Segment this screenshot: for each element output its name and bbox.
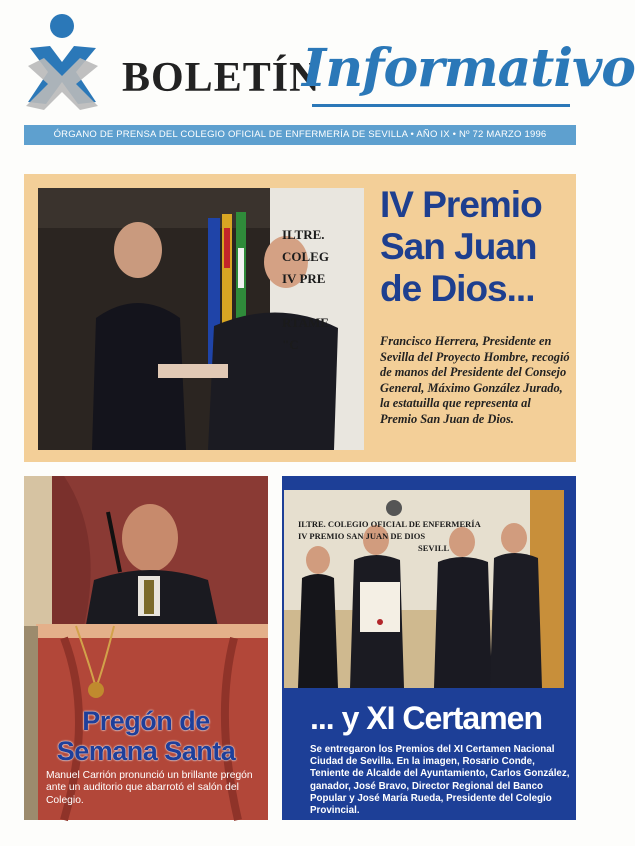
certamen-sign-line: IV PREMIO SAN JUAN DE DIOS [298, 531, 426, 541]
pregon-panel [24, 476, 268, 820]
certamen-photo [284, 490, 564, 688]
masthead-underline [312, 104, 570, 107]
top-title-line: de Dios... [380, 268, 535, 309]
certamen-photo-sign [298, 518, 538, 554]
masthead-informativo: Informativo [302, 38, 635, 99]
top-title-line: IV Premio [380, 184, 542, 225]
pregon-title-line: Semana Santa [56, 736, 236, 766]
photo-sign-line: RTAME [282, 315, 329, 330]
photo-sign-line: ILTRE. COLEG [282, 227, 329, 264]
publication-subtitle: ÓRGANO DE PRENSA DEL COLEGIO OFICIAL DE ENFERMERÍA DE SEVILLA • AÑO IX • Nº 72 MARZO 1996 [24, 125, 576, 145]
certamen-sign-line: SEVILL [418, 543, 450, 553]
award-ceremony-photo [38, 188, 364, 450]
pregon-title-line: Pregón de [82, 706, 210, 736]
top-title-line: San Juan [380, 226, 537, 267]
top-story-title [380, 184, 570, 310]
photo-sign-line: "C [282, 337, 299, 352]
certamen-sign-line: ILTRE. COLEGIO OFICIAL DE ENFERMERÍA [298, 519, 481, 529]
top-story-caption: Francisco Herrera, Presidente en Sevilla del Proyecto Hombre, recogió de manos del Presidente del Consejo General, Máximo González Jurado, la estatuilla que representa al Premio San Juan de Dios. [380, 334, 570, 426]
pregon-title [24, 706, 268, 766]
pregon-caption: Manuel Carrión pronunció un brillante pregón ante un auditorio que abarrotó el salón del Colegio. [46, 770, 253, 806]
masthead-boletin: BOLETÍN [122, 55, 321, 101]
photo-sign-line: IV PRE [282, 271, 326, 286]
certamen-caption: Se entregaron los Premios del XI Certamen Nacional Ciudad de Sevilla. En la imagen, Rosario Conde, Teniente de Alcalde del Ayuntamiento, Carlos González, ganador, José Bravo, Director Regional del Banco Popular y José María Rueda, Presidente del Colegio Provincial. [310, 744, 570, 817]
college-logo [24, 10, 102, 114]
certamen-title: ... y XI Certamen [310, 700, 542, 736]
certamen-panel [282, 476, 576, 820]
photo-sign [282, 224, 362, 356]
masthead [122, 38, 635, 116]
pregon-photo [24, 476, 268, 820]
top-story-panel [24, 174, 576, 462]
